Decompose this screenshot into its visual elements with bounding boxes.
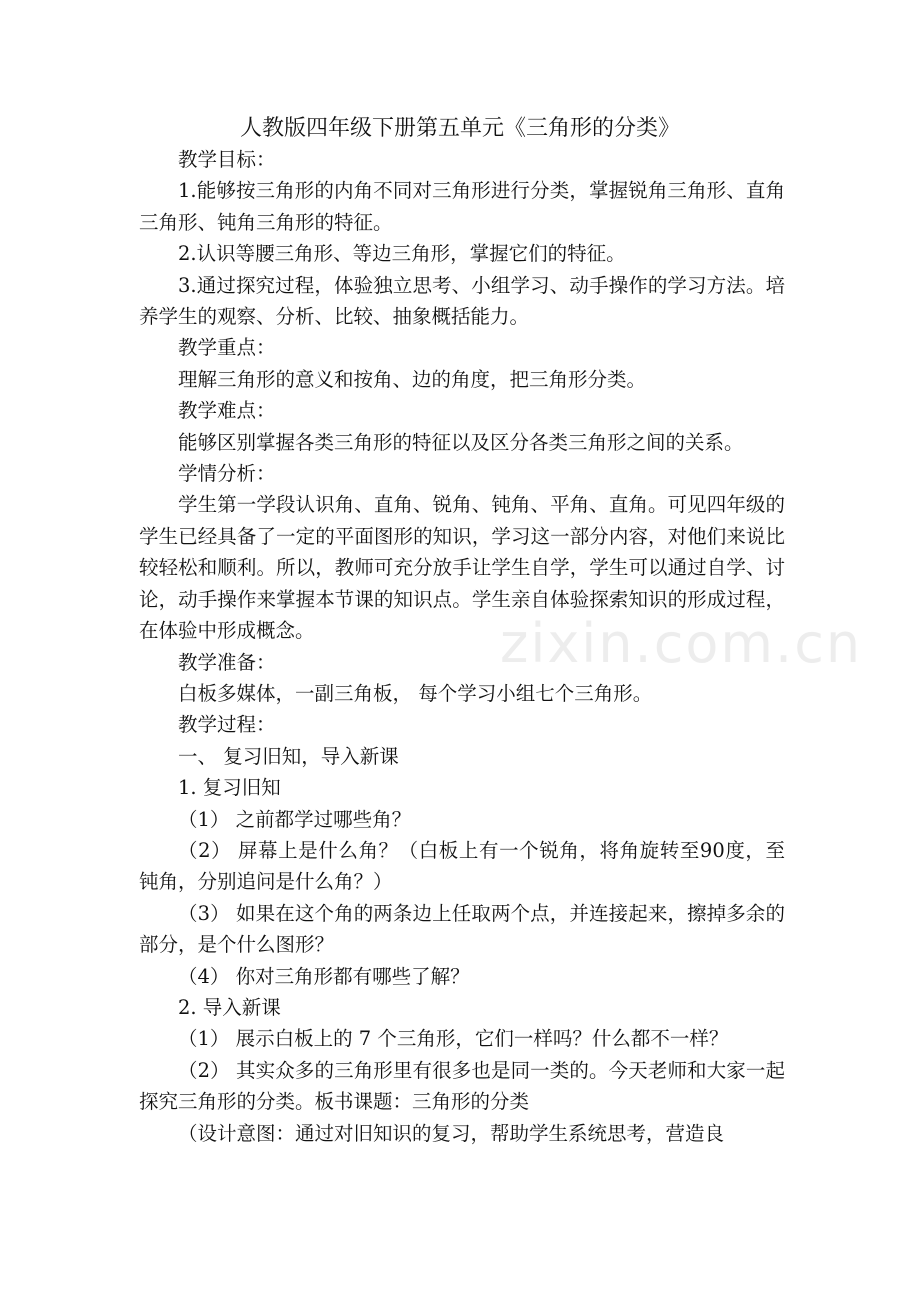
key-points-text: 理解三角形的意义和按角、边的角度，把三角形分类。 — [178, 367, 647, 391]
section-1-heading: 一、 复习旧知，导入新课 — [178, 744, 399, 768]
document-title: 人教版四年级下册第五单元《三角形的分类》 — [239, 116, 680, 141]
heading-analysis: 学情分析： — [178, 462, 276, 486]
heading-difficulties: 教学难点： — [178, 399, 276, 423]
document-body — [139, 144, 785, 1149]
objective-1: 1.能够按三角形的内角不同对三角形进行分类，掌握锐角三角形、直角三角形、钝角三角形的特征。 — [139, 179, 785, 234]
subsection-review: 1. 复习旧知 — [178, 776, 281, 800]
subsection-intro: 2. 导入新课 — [178, 995, 281, 1019]
review-item-2: （2） 屏幕上是什么角？（白板上有一个锐角，将角旋转至90度，至钝角，分别追问是什么角？） — [139, 838, 785, 894]
review-item-3: （3） 如果在这个角的两条边上任取两个点，并连接起来，擦掉多余的部分，是个什么图形？ — [139, 901, 785, 957]
intro-item-1: （1） 展示白板上的 7 个三角形，它们一样吗？什么都不一样？ — [178, 1027, 729, 1051]
preparation-text: 白板多媒体，一副三角板， 每个学习小组七个三角形。 — [178, 681, 653, 705]
watermark: zixin.com.cn — [500, 612, 863, 675]
heading-key-points: 教学重点： — [178, 336, 276, 360]
objective-2: 2.认识等腰三角形、等边三角形，掌握它们的特征。 — [178, 242, 626, 266]
heading-process: 教学过程： — [178, 713, 276, 737]
analysis-text: 学生第一学段认识角、直角、锐角、钝角、平角、直角。可见四年级的学生已经具备了一定的平面图形的知识，学习这一部分内容，对他们来说比较轻松和顺利。所以，教师可充分放手让学生自学，学生可以通过自学、讨论，动手操作来掌握本节课的知识点。学生亲自体验探索知识的形成过程，在体验中形成概念。 — [139, 493, 785, 643]
heading-objectives: 教学目标： — [178, 148, 276, 171]
review-item-4: （4） 你对三角形都有哪些了解？ — [178, 964, 470, 988]
difficulties-text: 能够区别掌握各类三角形的特征以及区分各类三角形之间的关系。 — [178, 430, 744, 454]
intro-item-2: （2） 其实众多的三角形里有很多也是同一类的。今天老师和大家一起探究三角形的分类。板书课题：三角形的分类 — [139, 1058, 785, 1114]
design-intent: （设计意图：通过对旧知识的复习，帮助学生系统思考，营造良 — [178, 1121, 725, 1145]
objective-3: 3.通过探究过程，体验独立思考、小组学习、动手操作的学习方法。培养学生的观察、分析、比较、抽象概括能力。 — [139, 273, 785, 329]
heading-preparation: 教学准备： — [178, 650, 276, 674]
review-item-1: （1） 之前都学过哪些角？ — [178, 807, 412, 831]
